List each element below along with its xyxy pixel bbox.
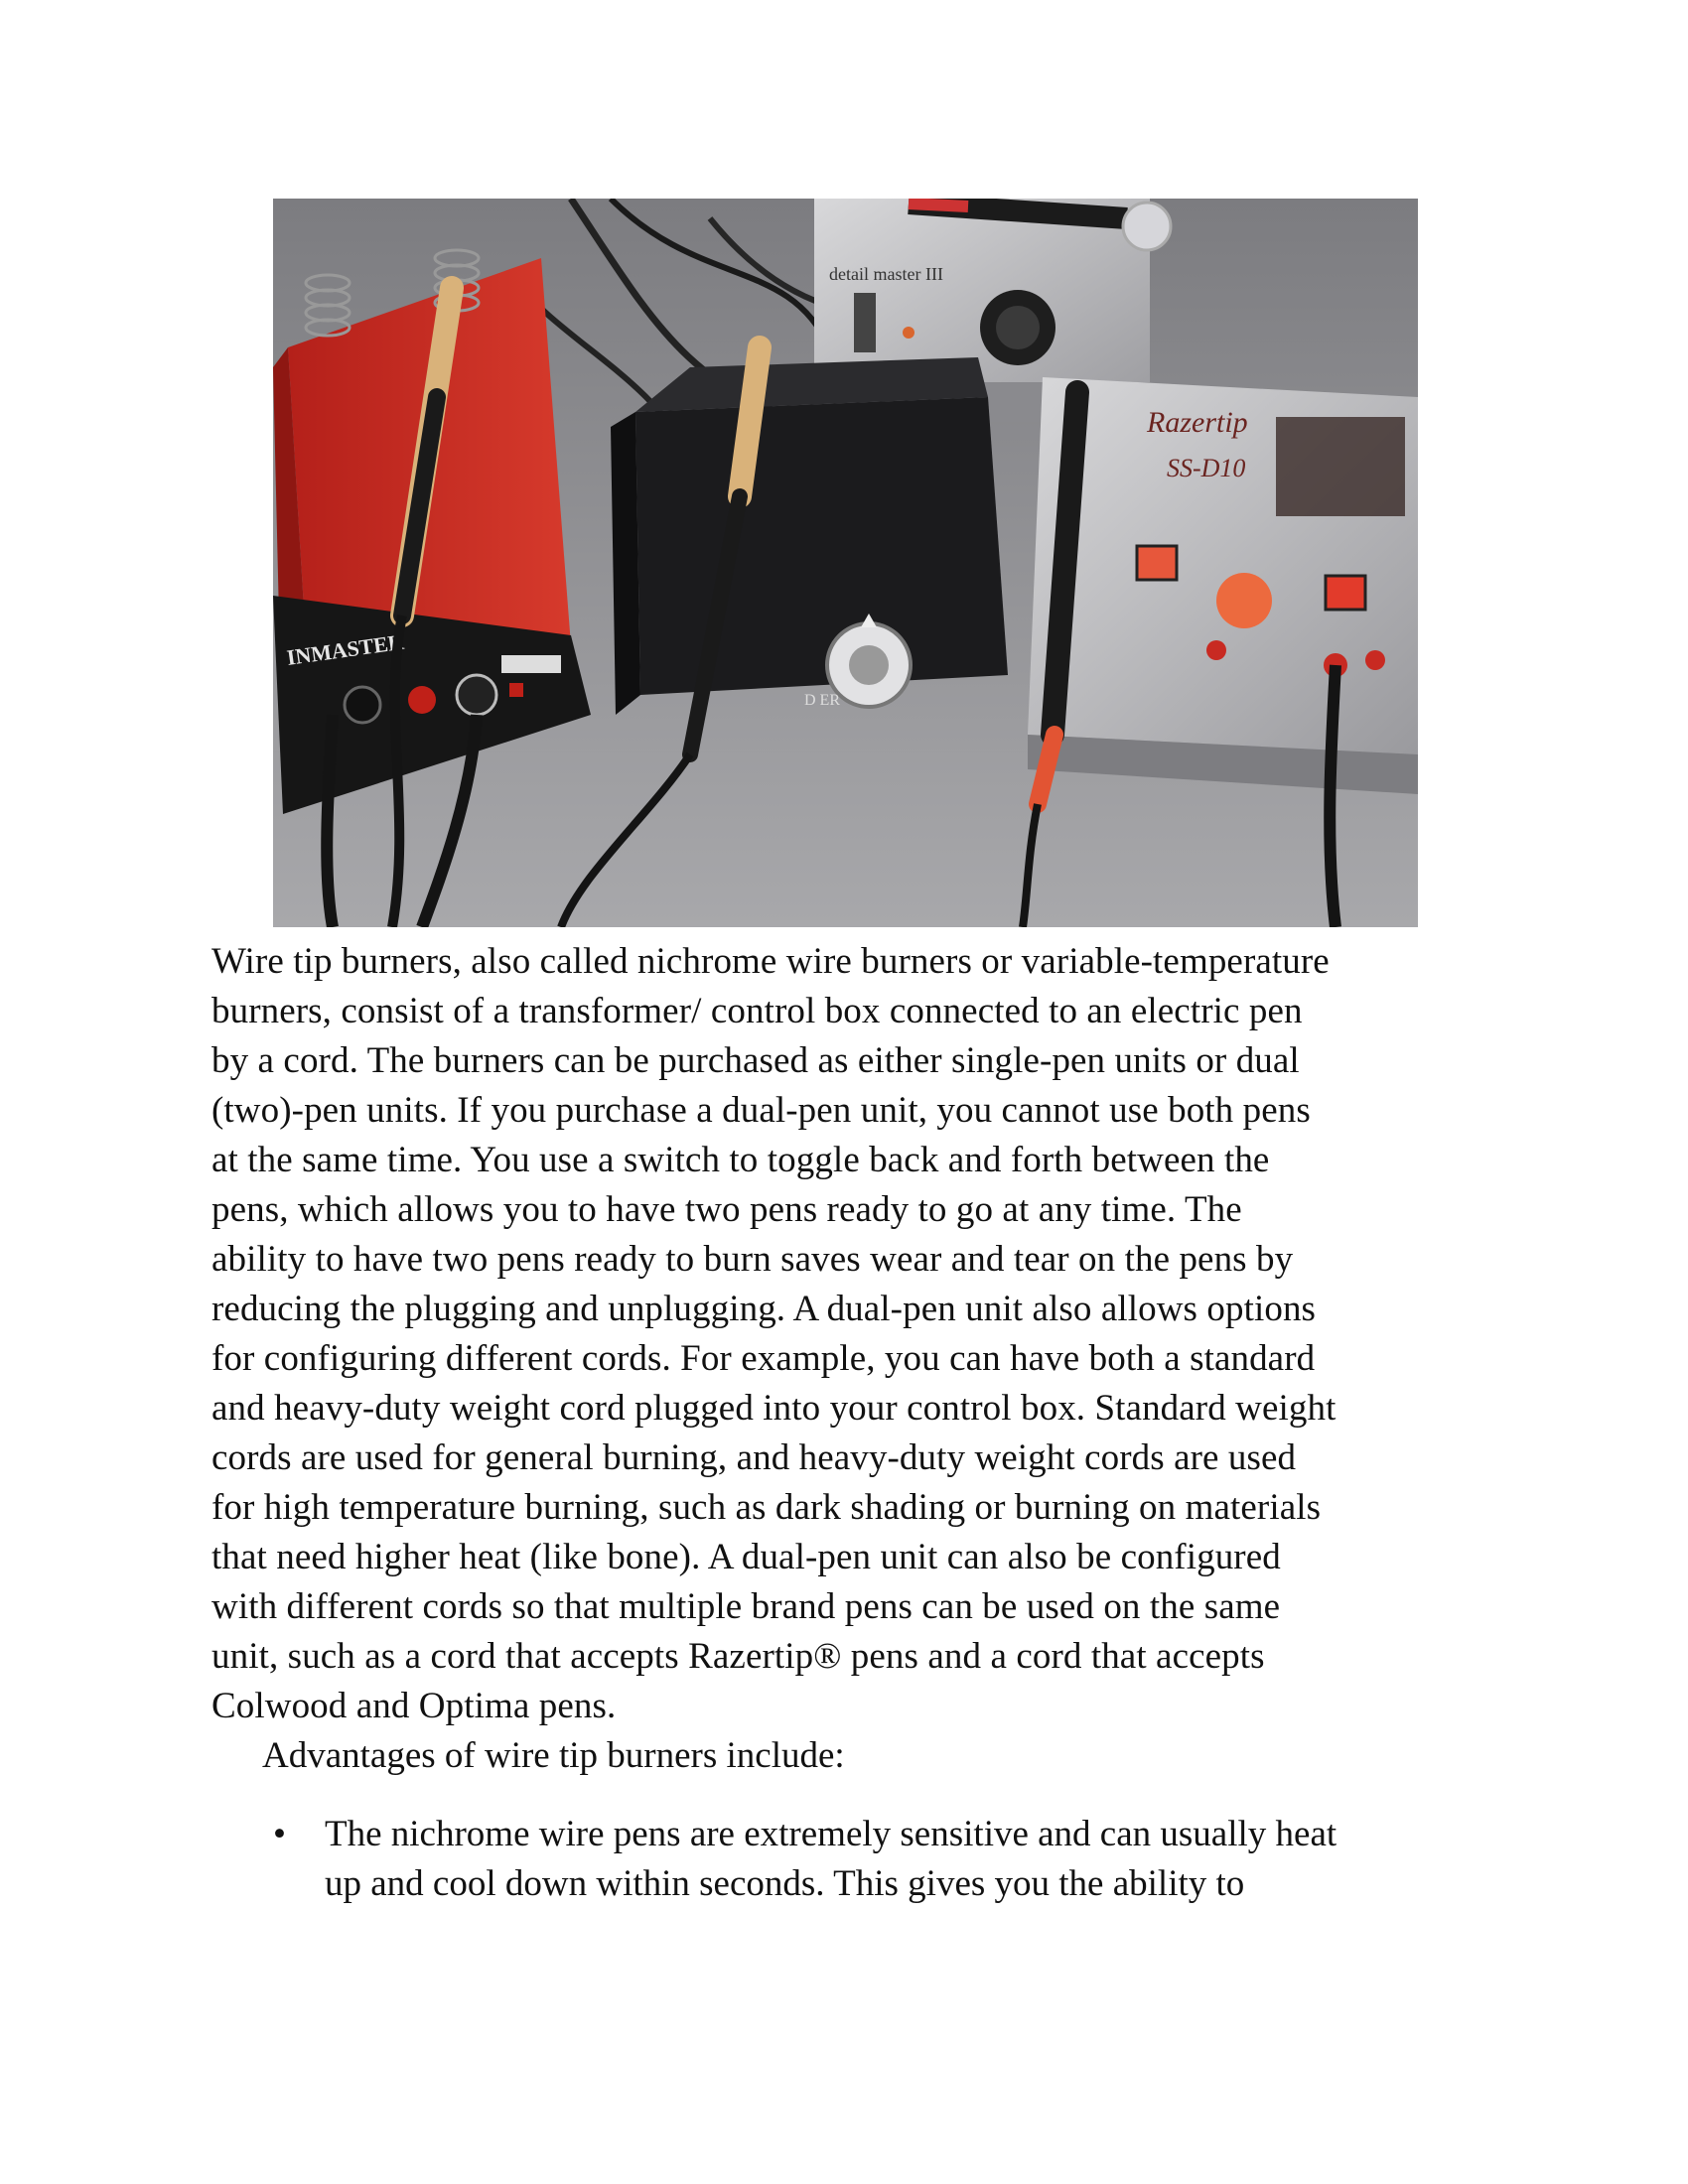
wire-tip-burners-paragraph	[211, 937, 1492, 1731]
paragraph-line: ability to have two pens ready to burn saves wear and tear on the pens by	[211, 1239, 1294, 1280]
bullet-icon: •	[273, 1814, 286, 1854]
paragraph-line: by a cord. The burners can be purchased as either single-pen units or dual	[211, 1040, 1300, 1081]
inmaster-label: INMASTER	[285, 628, 406, 670]
advantages-heading: Advantages of wire tip burners include:	[262, 1735, 845, 1776]
paragraph-line: with different cords so that multiple brand pens can be used on the same	[211, 1586, 1281, 1627]
burner-photo-illustration	[273, 199, 1418, 927]
paragraph-line: Colwood and Optima pens.	[211, 1686, 617, 1726]
black-burner-unit	[611, 357, 1008, 715]
paragraph-line: burners, consist of a transformer/ control box connected to an electric pen	[211, 991, 1303, 1031]
list-item-line: The nichrome wire pens are extremely sensitive and can usually heat	[325, 1814, 1337, 1854]
razertip-logo-label: Razertip	[1147, 406, 1248, 439]
paragraph-line: unit, such as a cord that accepts Razertip® pens and a cord that accepts	[211, 1636, 1265, 1677]
paragraph-line: cords are used for general burning, and heavy-duty weight cords are used	[211, 1437, 1297, 1478]
paragraph-line: and heavy-duty weight cord plugged into your control box. Standard weight	[211, 1388, 1336, 1429]
razertip-model-label: SS-D10	[1167, 454, 1246, 482]
paragraph-line: for high temperature burning, such as dark shading or burning on materials	[211, 1487, 1322, 1528]
razertip-burner-unit	[1028, 377, 1418, 794]
list-item-line: up and cool down within seconds. This gives you the ability to	[325, 1863, 1245, 1904]
center-knob-label: D ER	[804, 692, 840, 709]
advantages-list	[268, 1810, 1499, 1909]
wood-burner-units-photo	[273, 199, 1418, 927]
paragraph-line: reducing the plugging and unplugging. A dual-pen unit also allows options	[211, 1289, 1317, 1329]
paragraph-line: that need higher heat (like bone). A dual-pen unit can also be configured	[211, 1537, 1281, 1577]
paragraph-line: for configuring different cords. For example, you can have both a standard	[211, 1338, 1316, 1379]
paragraph-line: pens, which allows you to have two pens ready to go at any time. The	[211, 1189, 1242, 1230]
paragraph-line: Wire tip burners, also called nichrome wire burners or variable-temperature	[211, 941, 1330, 982]
detail-master-label: detail master III	[829, 264, 943, 284]
paragraph-line: at the same time. You use a switch to toggle back and forth between the	[211, 1140, 1270, 1180]
red-burner-unit	[273, 250, 591, 814]
list-item	[268, 1810, 1499, 1909]
paragraph-line: (two)-pen units. If you purchase a dual-pen unit, you cannot use both pens	[211, 1090, 1311, 1131]
